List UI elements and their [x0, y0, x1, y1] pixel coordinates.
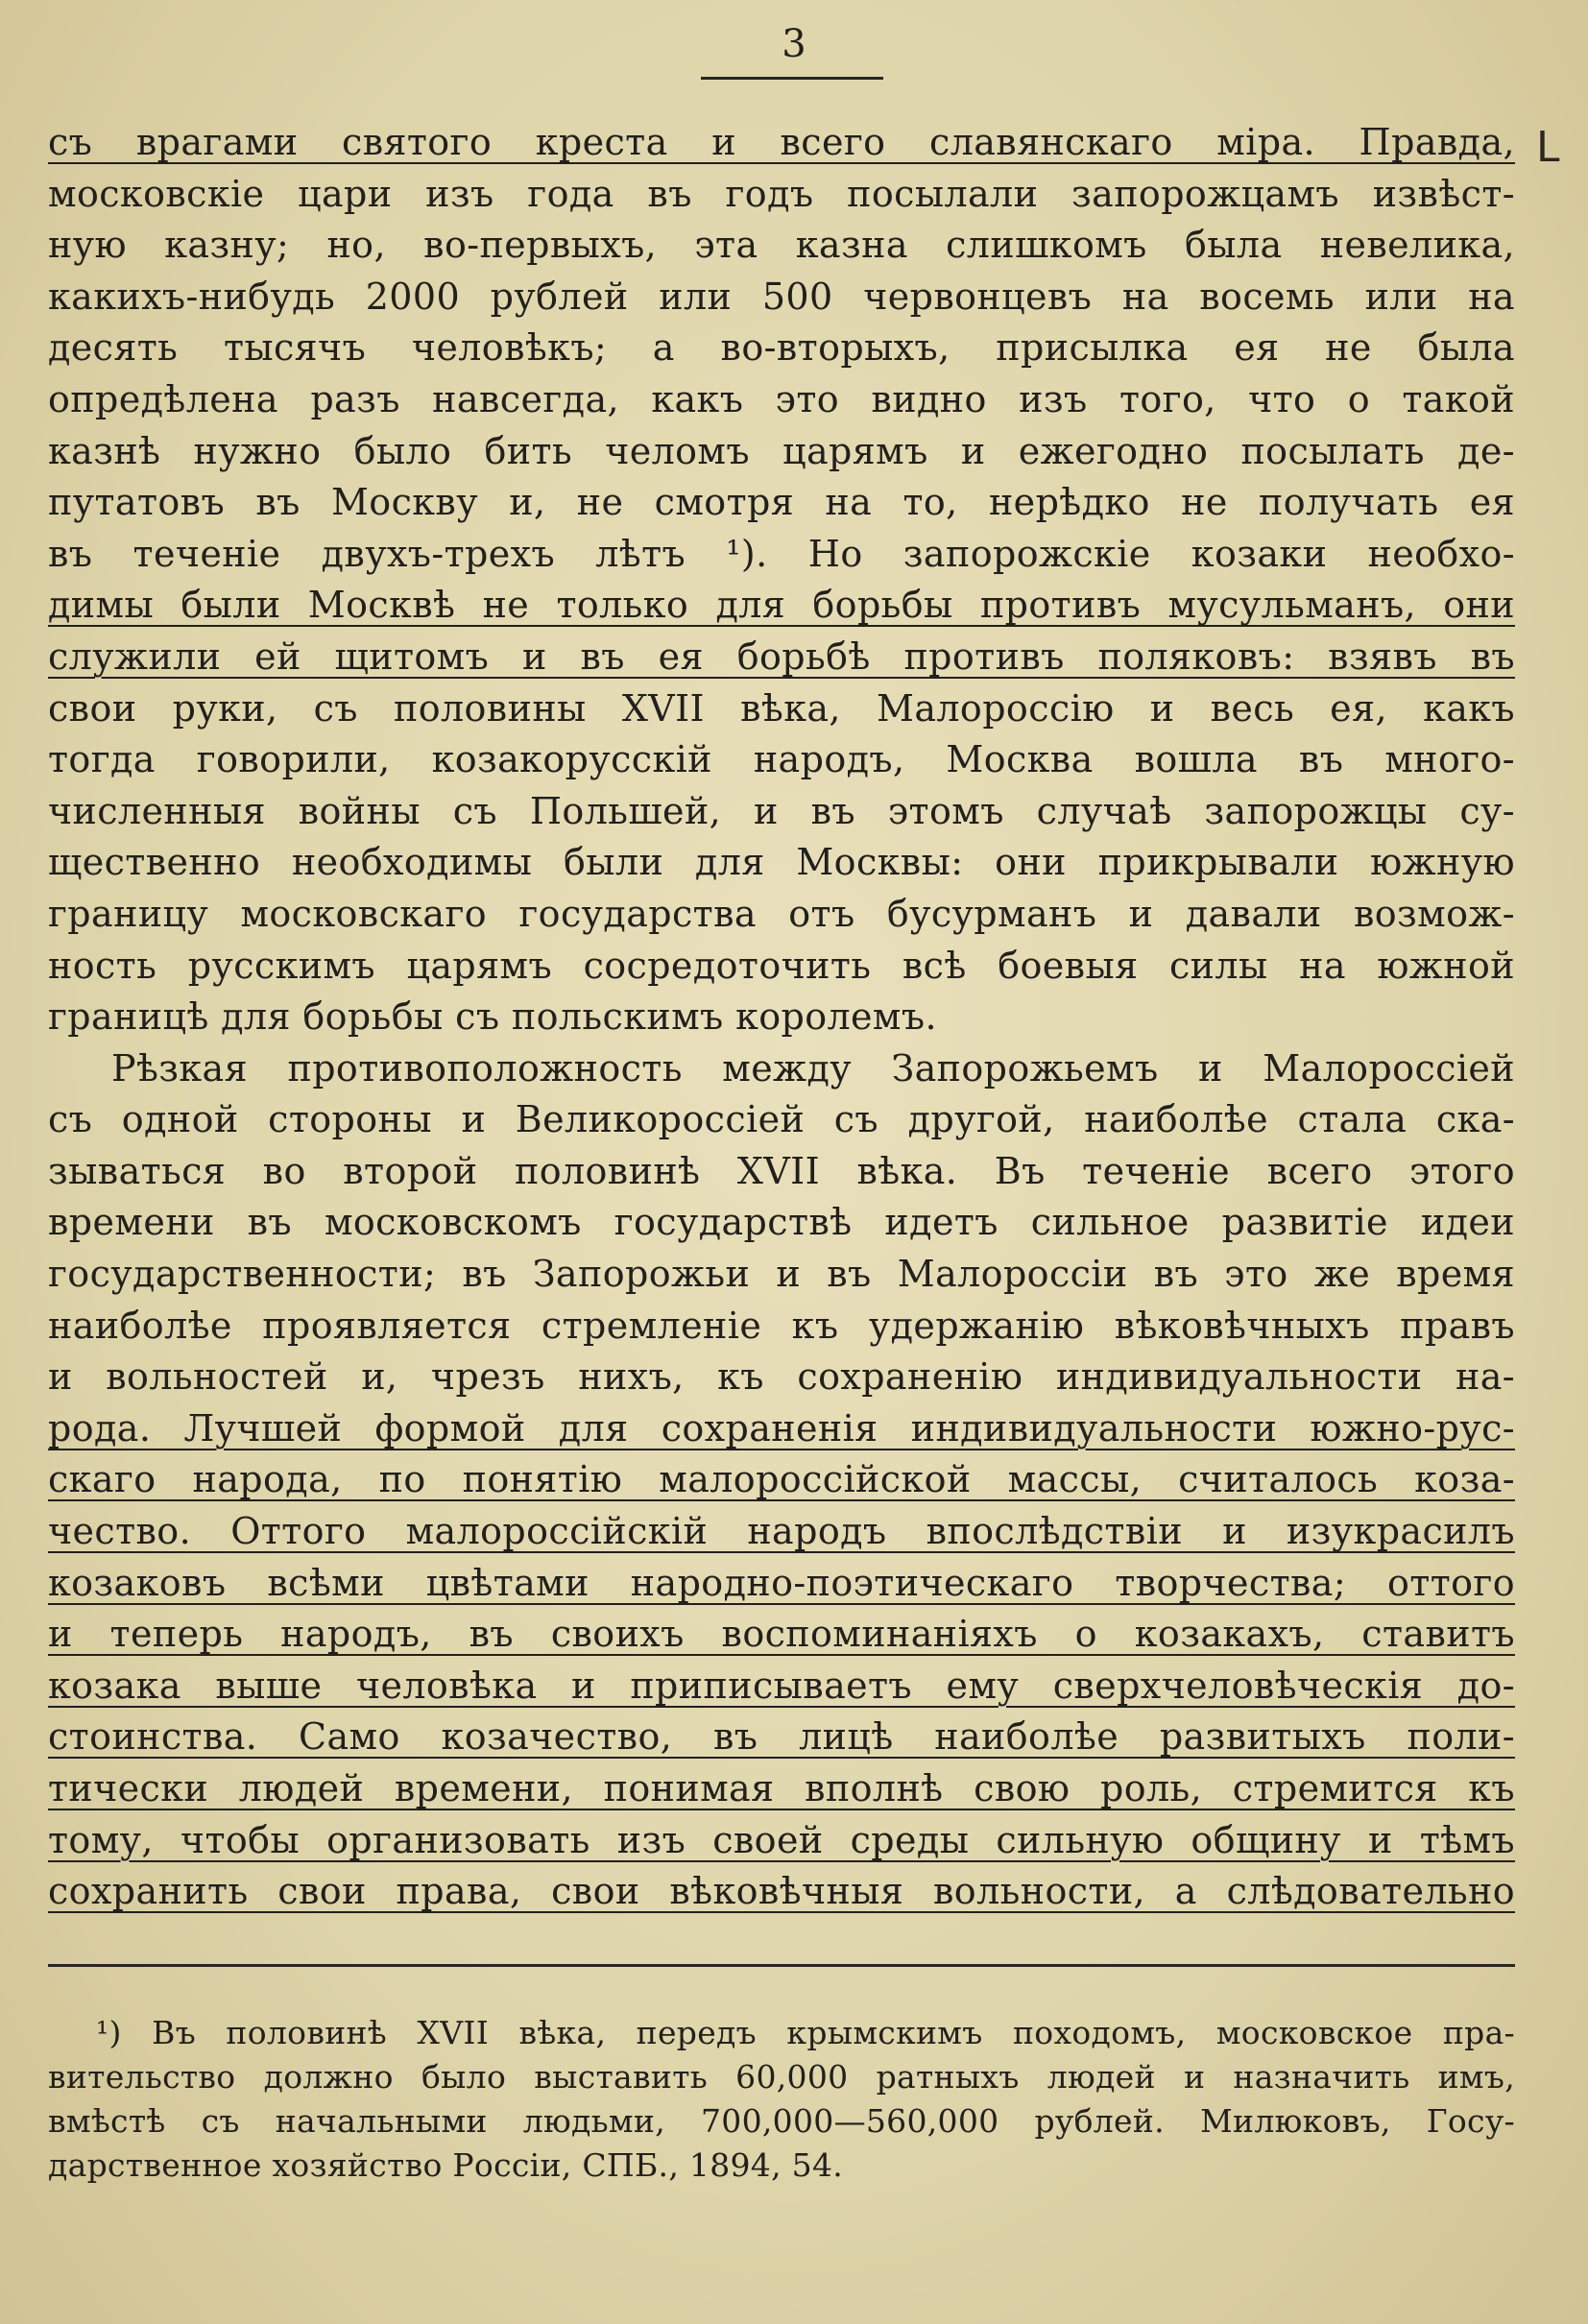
body-line: опредѣлена разъ навсегда, какъ это видно изъ того, что о такой	[48, 377, 1515, 420]
footnote-line: ¹) Въ половинѣ XVII вѣка, передъ крымскимъ походомъ, московское пра-	[96, 2014, 1515, 2051]
body-line: наиболѣе проявляется стремленіе къ удержанію вѣковѣчныхъ правъ	[48, 1304, 1515, 1347]
body-line: димы были Москвѣ не только для борьбы противъ мусульманъ, они	[48, 584, 1515, 627]
body-line: тому, чтобы организовать изъ своей среды сильную общину и тѣмъ	[48, 1818, 1515, 1861]
body-line: рода. Лучшей формой для сохраненія индивидуальности южно-рус-	[48, 1406, 1515, 1450]
footnote-separator	[48, 1964, 1515, 1967]
body-line: щественно необходимы были для Москвы: они прикрывали южную	[48, 841, 1515, 884]
body-line: и вольностей и, чрезъ нихъ, къ сохраненію индивидуальности на-	[48, 1355, 1515, 1399]
header-rule	[701, 77, 883, 80]
body-line: служили ей щитомъ и въ ея борьбѣ противъ поляковъ: взявъ въ	[48, 635, 1515, 678]
body-line: козака выше человѣка и приписываетъ ему сверхчеловѣческія до-	[48, 1664, 1515, 1707]
body-line: сохранить свои права, свои вѣковѣчныя вольности, а слѣдовательно	[48, 1870, 1515, 1913]
body-line: государственности; въ Запорожьи и въ Малороссіи въ это же время	[48, 1253, 1515, 1296]
body-line: путатовъ въ Москву и, не смотря на то, нерѣдко не получать ея	[48, 481, 1515, 524]
body-line: съ одной стороны и Великороссіей съ другой, наиболѣе стала ска-	[48, 1098, 1515, 1141]
body-line: границу московскаго государства отъ бусурманъ и давали возмож-	[48, 892, 1515, 935]
body-line: казнѣ нужно было бить челомъ царямъ и ежегодно посылать де-	[48, 429, 1515, 472]
body-line: тически людей времени, понимая вполнѣ свою роль, стремится къ	[48, 1767, 1515, 1809]
footnote-line: дарственное хозяйство Россіи, СПБ., 1894, 54.	[48, 2146, 844, 2184]
body-line: численныя войны съ Польшей, и въ этомъ случаѣ запорожцы су-	[48, 789, 1515, 832]
body-line: времени въ московскомъ государствѣ идетъ сильное развитіе идеи	[48, 1201, 1515, 1244]
body-line: чество. Оттого малороссійскій народъ впослѣдствіи и изукрасилъ	[48, 1510, 1515, 1553]
body-line: въ теченіе двухъ-трехъ лѣтъ ¹). Но запорожскіе козаки необхо-	[48, 532, 1515, 575]
footnote-line: вмѣстѣ съ начальными людьми, 700,000—560,000 рублей. Милюковъ, Госу-	[48, 2102, 1515, 2140]
body-line: козаковъ всѣми цвѣтами народно-поэтическаго творчества; оттого	[48, 1561, 1515, 1604]
body-line: Рѣзкая противоположность между Запорожьемъ и Малороссіей	[111, 1046, 1515, 1090]
footnotes	[48, 2011, 1515, 2188]
body-text	[48, 117, 1515, 1918]
page-number: 3	[782, 22, 806, 66]
body-line: московскіе цари изъ года въ годъ посылали запорожцамъ извѣст-	[48, 172, 1515, 215]
margin-pencil-mark: ᒪ	[1536, 123, 1560, 172]
body-line: стоинства. Само козачество, въ лицѣ наиболѣе развитыхъ поли-	[48, 1715, 1515, 1759]
footnote-line: вительство должно было выставить 60,000 ратныхъ людей и назначить имъ,	[48, 2058, 1515, 2096]
body-line: десять тысячъ человѣкъ; а во-вторыхъ, присылка ея не была	[48, 326, 1515, 370]
body-line: свои руки, съ половины XVII вѣка, Малороссію и весь ея, какъ	[48, 686, 1515, 730]
body-line: границѣ для борьбы съ польскимъ королемъ.	[48, 995, 937, 1039]
body-line: съ врагами святого креста и всего славянскаго міра. Правда,	[48, 121, 1515, 163]
body-line: ную казну; но, во-первыхъ, эта казна слишкомъ была невелика,	[48, 224, 1515, 267]
body-line: и теперь народъ, въ своихъ воспоминаніяхъ о козакахъ, ставитъ	[48, 1613, 1515, 1656]
body-line: скаго народа, по понятію малороссійской массы, считалось коза-	[48, 1458, 1515, 1501]
body-line: зываться во второй половинѣ XVII вѣка. Въ теченіе всего этого	[48, 1149, 1515, 1192]
body-line: тогда говорили, козакорусскій народъ, Москва вошла въ много-	[48, 738, 1515, 781]
body-line: какихъ-нибудь 2000 рублей или 500 червонцевъ на восемь или на	[48, 275, 1515, 318]
body-line: ность русскимъ царямъ сосредоточить всѣ боевыя силы на южной	[48, 944, 1515, 987]
